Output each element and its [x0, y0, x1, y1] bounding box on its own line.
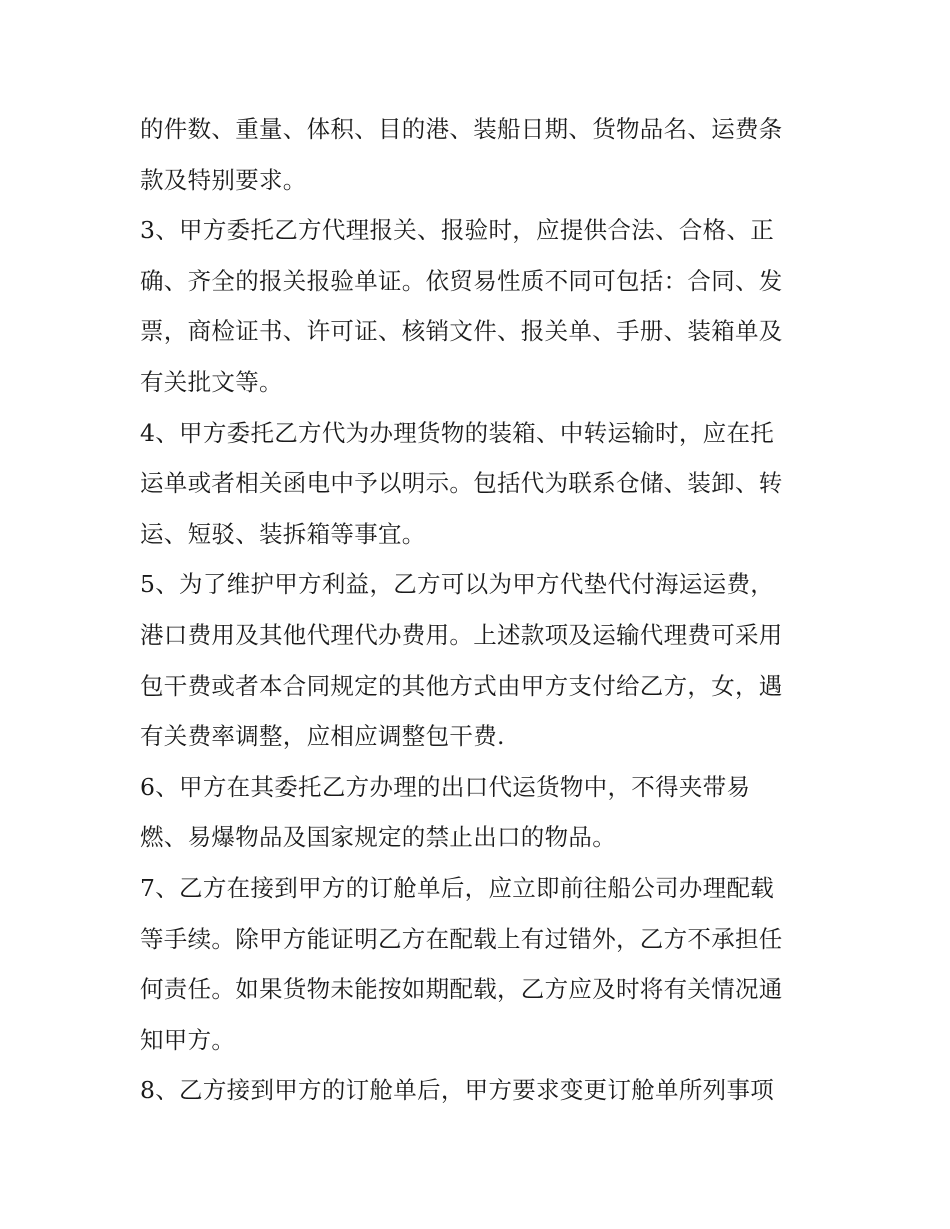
text-line: 包干费或者本合同规定的其他方式由甲方支付给乙方，女，遇: [140, 671, 783, 700]
text-line: 何责任。如果货物未能按如期配载，乙方应及时将有关情况通: [140, 975, 783, 1004]
text-line: 有关费率调整，应相应调整包干费.: [140, 722, 505, 751]
text-line: 4、甲方委托乙方代为办理货物的装箱、中转运输时，应在托: [140, 418, 775, 447]
paragraph-clause-8: [140, 1065, 820, 1116]
paragraph-clause-4: [140, 408, 820, 560]
text-line: 知甲方。: [140, 1025, 236, 1054]
text-line: 有关批文等。: [140, 367, 283, 396]
text-line: 确、齐全的报关报验单证。依贸易性质不同可包括：合同、发: [140, 266, 783, 295]
text-line: 6、甲方在其委托乙方办理的出口代运货物中，不得夹带易: [140, 772, 751, 801]
text-line: 票，商检证书、许可证、核销文件、报关单、手册、装箱单及: [140, 317, 783, 346]
paragraph-continued: [140, 104, 820, 205]
text-line: 燃、易爆物品及国家规定的禁止出口的物品。: [140, 823, 616, 852]
document-body: [140, 104, 820, 1116]
paragraph-clause-3: [140, 205, 820, 407]
text-line: 5、为了维护甲方利益，乙方可以为甲方代垫代付海运运费，: [140, 570, 775, 599]
text-line: 等手续。除甲方能证明乙方在配载上有过错外，乙方不承担任: [140, 924, 783, 953]
text-line: 3、甲方委托乙方代理报关、报验时，应提供合法、合格、正: [140, 216, 775, 245]
text-line: 8、乙方接到甲方的订舱单后，甲方要求变更订舱单所列事项: [140, 1076, 775, 1105]
text-line: 运、短驳、装拆箱等事宜。: [140, 519, 426, 548]
text-line: 7、乙方在接到甲方的订舱单后，应立即前往船公司办理配载: [140, 873, 775, 902]
paragraph-clause-7: [140, 863, 820, 1065]
paragraph-clause-6: [140, 762, 820, 863]
text-line: 港口费用及其他代理代办费用。上述款项及运输代理费可采用: [140, 620, 783, 649]
text-line: 的件数、重量、体积、目的港、装船日期、货物品名、运费条: [140, 115, 783, 143]
text-line: 运单或者相关函电中予以明示。包括代为联系仓储、装卸、转: [140, 469, 783, 498]
text-line: 款及特别要求。: [140, 165, 307, 194]
paragraph-clause-5: [140, 559, 820, 761]
